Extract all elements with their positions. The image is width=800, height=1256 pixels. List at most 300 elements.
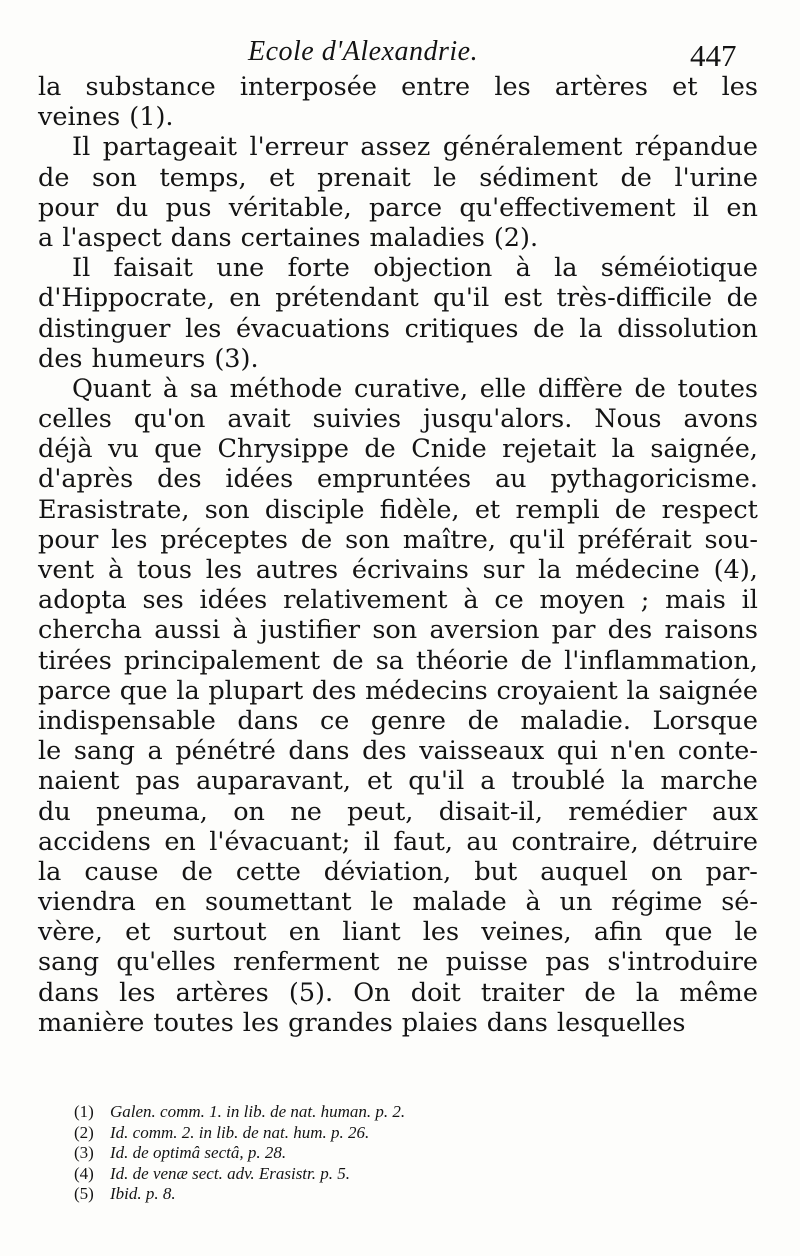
footnote: [74, 1102, 405, 1123]
word: de: [181, 856, 213, 887]
word: rempli: [515, 494, 600, 525]
word: empruntées: [316, 464, 472, 495]
word: cette: [235, 856, 301, 887]
word: sou-: [704, 524, 758, 555]
word: et: [672, 72, 698, 102]
word: en: [288, 917, 321, 948]
word: il: [741, 585, 758, 616]
word: soumettant: [205, 887, 352, 918]
footnote-text: Id. comm. 2. in lib. de nat. hum. p. 26.: [110, 1122, 370, 1142]
word: une: [216, 253, 265, 284]
word: elle: [479, 373, 527, 404]
word: très-difficile: [556, 283, 713, 314]
word: autres: [255, 555, 339, 585]
word: de: [533, 313, 565, 344]
word: des: [157, 464, 202, 495]
word: principalement: [123, 645, 321, 676]
word: en: [154, 887, 187, 918]
text-line: [38, 314, 758, 344]
text-line: [38, 887, 758, 917]
word: Chrysippe: [217, 434, 349, 465]
word: vère,: [38, 917, 103, 948]
text-line: [38, 495, 758, 525]
text-line: [38, 434, 758, 464]
word: sé-: [721, 887, 758, 918]
word: la: [611, 434, 636, 465]
footnote-number: (5): [74, 1184, 94, 1203]
word: humeurs: [91, 343, 206, 374]
word: fidèle,: [379, 494, 460, 525]
text-line: [38, 132, 758, 162]
word: son: [92, 162, 137, 193]
word: et: [366, 766, 393, 797]
word: conte-: [677, 736, 758, 767]
footnotes: [74, 1102, 405, 1205]
word: faut,: [393, 826, 453, 857]
word: des: [311, 675, 357, 706]
word: la: [38, 856, 62, 887]
text-line: [38, 193, 758, 223]
word: aversion: [429, 615, 540, 646]
word: pas: [135, 766, 181, 797]
word: indispensable: [38, 705, 216, 736]
word: de: [520, 645, 553, 676]
word: entre: [401, 72, 471, 102]
word: marche: [660, 766, 758, 797]
text-line: [38, 947, 758, 977]
word: diffère: [537, 373, 623, 404]
word: tous: [136, 555, 193, 585]
word: Lorsque: [652, 705, 758, 736]
word: au: [466, 826, 499, 857]
word: Il: [72, 132, 91, 163]
word: qu'effectivement: [459, 192, 676, 223]
word: avait: [227, 404, 291, 435]
word: prenait: [317, 162, 411, 193]
word: déjà: [38, 434, 93, 465]
word: il: [692, 192, 710, 223]
footnote-number: (2): [74, 1122, 94, 1142]
word: respect: [661, 494, 758, 525]
text-line: [38, 978, 758, 1008]
word: renferment: [233, 947, 380, 978]
word: certaines: [240, 222, 361, 253]
footnote: [74, 1123, 405, 1144]
page-number: 447: [690, 38, 737, 73]
word: en: [229, 283, 261, 314]
word: sa: [189, 373, 218, 404]
footnote: [74, 1143, 405, 1164]
footnote-number: (3): [74, 1143, 94, 1162]
word: avons: [683, 404, 758, 435]
text-line: [38, 525, 758, 555]
word: que: [664, 917, 713, 948]
word: plaies: [401, 1007, 478, 1038]
word: maladie.: [520, 705, 631, 736]
word: par: [551, 615, 596, 646]
word: l'inflammation,: [564, 645, 758, 676]
word: à: [515, 253, 531, 284]
text-line: [38, 585, 758, 615]
text-line: [38, 102, 758, 132]
word: l'évacuant;: [209, 826, 351, 857]
word: dans: [486, 1007, 548, 1038]
word: relativement: [283, 585, 448, 616]
word: s'introduire: [607, 947, 758, 978]
word: on: [233, 796, 265, 827]
word: pythagoricisme.: [550, 464, 758, 495]
word: but: [474, 856, 518, 887]
word: croyaient: [496, 675, 618, 706]
word: faisait: [113, 253, 194, 284]
word: à: [232, 615, 248, 646]
text-line: [38, 797, 758, 827]
word: en: [164, 826, 196, 857]
word: même: [679, 977, 758, 1008]
text-line: [38, 283, 758, 313]
word: dans: [170, 222, 232, 253]
word: liant: [342, 917, 401, 948]
footnote-text: Id. de optimâ sectâ, p. 28.: [110, 1143, 287, 1162]
footnote-text: Galen. comm. 1. in lib. de nat. human. p. 2.: [110, 1102, 406, 1121]
word: préceptes: [160, 524, 289, 555]
body-text: [38, 72, 758, 1038]
word: moyen: [539, 585, 625, 616]
word: de: [38, 162, 70, 193]
word: le: [734, 917, 758, 948]
word: détruire: [652, 826, 758, 857]
text-line: [38, 374, 758, 404]
word: puisse: [445, 947, 528, 978]
word: doit: [410, 977, 461, 1008]
word: veines: [38, 102, 121, 133]
footnote: [74, 1184, 405, 1205]
word: de: [364, 434, 396, 465]
word: le: [38, 736, 62, 767]
word: régime: [611, 887, 703, 918]
text-line: [38, 706, 758, 736]
word: adopta: [38, 585, 127, 616]
word: la: [626, 675, 650, 706]
word: qu'on: [133, 404, 206, 435]
word: généralement: [442, 132, 623, 163]
word: déviation,: [323, 856, 452, 887]
word: à: [107, 555, 124, 585]
word: le: [370, 887, 394, 918]
word: ses: [142, 585, 184, 616]
word: grandes: [288, 1007, 393, 1038]
word: un: [559, 887, 593, 918]
word: du: [38, 796, 71, 827]
footnote-text: Ibid. p. 8.: [110, 1184, 176, 1203]
word: la: [635, 977, 660, 1008]
word: les: [119, 977, 156, 1008]
text-line: [38, 827, 758, 857]
word: sang: [38, 947, 100, 978]
word: pas: [545, 947, 590, 978]
word: partageait: [102, 132, 237, 163]
word: son: [345, 524, 390, 555]
word: au: [494, 464, 527, 495]
text-line: [38, 736, 758, 766]
word: remédier: [568, 796, 687, 827]
word: idées: [225, 464, 294, 495]
word: afin: [593, 917, 643, 948]
word: naient: [38, 766, 120, 797]
word: pénétré: [175, 736, 276, 767]
word: disait-il,: [438, 796, 543, 827]
word: que: [119, 675, 168, 706]
word: les: [205, 555, 243, 585]
word: temps,: [159, 162, 247, 193]
word: accidens: [38, 826, 151, 857]
word: maladies: [369, 222, 485, 253]
footnote: [74, 1164, 405, 1185]
word: dans: [237, 705, 299, 736]
word: veines,: [481, 917, 572, 948]
word: aux: [711, 796, 758, 827]
word: véritable,: [228, 192, 352, 223]
word: l'urine: [674, 162, 758, 193]
word: toutes: [153, 1007, 234, 1038]
word: peut,: [347, 796, 414, 827]
word: à: [463, 585, 479, 616]
word: de: [620, 162, 652, 193]
text-line: [38, 615, 758, 645]
word: lesquelles: [556, 1007, 686, 1038]
word: genre: [370, 705, 447, 736]
word: pour: [38, 192, 99, 223]
word: idées: [199, 585, 268, 616]
word: et: [269, 162, 295, 193]
word: l'aspect: [62, 222, 162, 253]
word: de: [614, 494, 647, 525]
word: du: [115, 192, 149, 223]
word: a: [147, 736, 163, 767]
word: celles: [38, 404, 112, 435]
word: et: [125, 917, 151, 948]
word: toutes: [677, 373, 758, 404]
word: la: [38, 72, 62, 102]
word: son: [372, 615, 418, 646]
word: dissolution: [617, 313, 758, 344]
word: méthode: [229, 373, 343, 404]
footnote-number: (4): [74, 1163, 94, 1183]
word: de: [726, 283, 758, 314]
word: ;: [640, 585, 650, 616]
text-line: [38, 163, 758, 193]
word: de: [634, 373, 666, 404]
word: traiter: [480, 977, 565, 1008]
word: préférait: [577, 524, 692, 555]
word: la: [554, 253, 578, 284]
word: la: [579, 313, 603, 344]
word: raisons: [664, 615, 758, 646]
word: artères: [175, 977, 269, 1008]
word: substance: [85, 72, 216, 102]
word: plupart: [208, 675, 304, 706]
word: qu'il: [508, 524, 565, 555]
word: la: [538, 555, 562, 585]
word: Nous: [594, 404, 662, 435]
word: interposée: [239, 72, 377, 102]
word: (3).: [214, 343, 259, 374]
word: critiques: [404, 313, 519, 344]
word: qui: [556, 736, 598, 767]
word: d'Hippocrate,: [38, 283, 215, 314]
word: les: [494, 72, 531, 102]
word: que: [154, 434, 203, 465]
word: jusqu'alors.: [423, 404, 573, 435]
word: justifier: [259, 615, 361, 646]
text-line: [38, 464, 758, 494]
word: cause: [84, 856, 159, 887]
text-line: [38, 917, 758, 947]
word: de: [584, 977, 616, 1008]
word: sa: [375, 645, 404, 676]
text-line: [38, 344, 758, 374]
word: (1).: [129, 102, 174, 133]
word: On: [353, 977, 391, 1008]
word: aussi: [154, 615, 221, 646]
word: médecine: [575, 555, 700, 585]
word: dans: [288, 736, 350, 767]
word: suivies: [312, 404, 402, 435]
word: qu'il: [433, 283, 490, 314]
word: à: [162, 373, 179, 404]
word: médecins: [365, 675, 488, 706]
word: de: [300, 524, 333, 555]
word: et: [474, 494, 501, 525]
word: mais: [665, 585, 726, 616]
word: Il: [72, 253, 91, 284]
word: pus: [165, 192, 212, 223]
word: forte: [287, 253, 350, 284]
word: chercha: [38, 615, 142, 646]
footnote-text: Id. de venæ sect. adv. Erasistr. p. 5.: [110, 1163, 351, 1183]
word: Cnide: [411, 434, 487, 465]
word: pneuma,: [96, 796, 208, 827]
word: prétendant: [275, 283, 419, 314]
word: l'erreur: [249, 132, 348, 163]
word: les: [721, 72, 758, 102]
word: en: [726, 192, 758, 223]
text-line: [38, 223, 758, 253]
word: disciple: [264, 494, 365, 525]
word: écrivains: [351, 555, 469, 585]
word: troublé: [511, 766, 606, 797]
text-line: [38, 766, 758, 796]
word: vaisseaux: [419, 736, 545, 767]
word: des: [362, 736, 407, 767]
word: malade: [412, 887, 507, 918]
word: a: [480, 766, 496, 797]
word: qu'il: [408, 766, 465, 797]
word: a: [38, 222, 54, 253]
word: objection: [373, 253, 493, 284]
word: ce: [319, 705, 350, 736]
word: auparavant,: [196, 766, 352, 797]
running-title: Ecole d'Alexandrie.: [248, 36, 479, 67]
word: vent: [38, 555, 95, 585]
word: de: [332, 645, 364, 676]
word: assez: [360, 132, 431, 163]
word: la: [621, 766, 645, 797]
text-line: [38, 676, 758, 706]
word: (5).: [288, 977, 334, 1008]
word: n'en: [610, 736, 666, 767]
footnote-number: (1): [74, 1102, 94, 1121]
text-line: [38, 253, 758, 283]
word: les: [111, 524, 148, 555]
word: des: [38, 343, 83, 374]
word: d'après: [38, 464, 134, 495]
word: saignée,: [650, 434, 758, 465]
text-line: [38, 72, 758, 102]
word: sang: [73, 736, 135, 767]
word: (4),: [713, 555, 758, 585]
text-line: [38, 404, 758, 434]
word: sédiment: [479, 162, 598, 193]
word: contraire,: [511, 826, 639, 857]
word: par-: [705, 856, 758, 887]
word: dans: [38, 977, 100, 1008]
word: théorie: [416, 645, 509, 676]
word: Quant: [72, 373, 152, 404]
word: il: [363, 826, 381, 857]
word: ne: [290, 796, 322, 827]
text-line: [38, 1008, 758, 1038]
word: Erasistrate,: [38, 494, 190, 525]
word: qu'elles: [116, 947, 216, 978]
word: les: [242, 1007, 280, 1038]
word: on: [650, 856, 683, 887]
word: parce: [368, 192, 443, 223]
word: maître,: [402, 524, 496, 555]
word: artères: [554, 72, 648, 102]
word: des: [607, 615, 653, 646]
word: (2).: [493, 222, 539, 253]
word: auquel: [540, 856, 628, 887]
word: sur: [482, 555, 525, 585]
word: rejetait: [502, 434, 597, 465]
word: son: [204, 494, 250, 525]
text-line: [38, 555, 758, 585]
word: ne: [396, 947, 429, 978]
word: le: [433, 162, 457, 193]
word: ce: [494, 585, 524, 616]
word: les: [422, 917, 460, 948]
text-line: [38, 646, 758, 676]
word: à: [525, 887, 541, 918]
word: évacuations: [236, 313, 390, 344]
word: les: [185, 313, 222, 344]
word: distinguer: [38, 313, 171, 344]
word: répandue: [634, 132, 758, 163]
word: séméiotique: [600, 253, 758, 284]
word: est: [503, 283, 543, 314]
word: parce: [38, 675, 112, 706]
text-line: [38, 857, 758, 887]
word: viendra: [38, 887, 136, 918]
word: saignée: [658, 675, 758, 706]
word: tirées: [38, 645, 112, 676]
word: de: [467, 705, 499, 736]
word: surtout: [172, 917, 267, 948]
word: curative,: [353, 373, 469, 404]
word: pour: [38, 524, 99, 555]
word: manière: [38, 1007, 145, 1038]
